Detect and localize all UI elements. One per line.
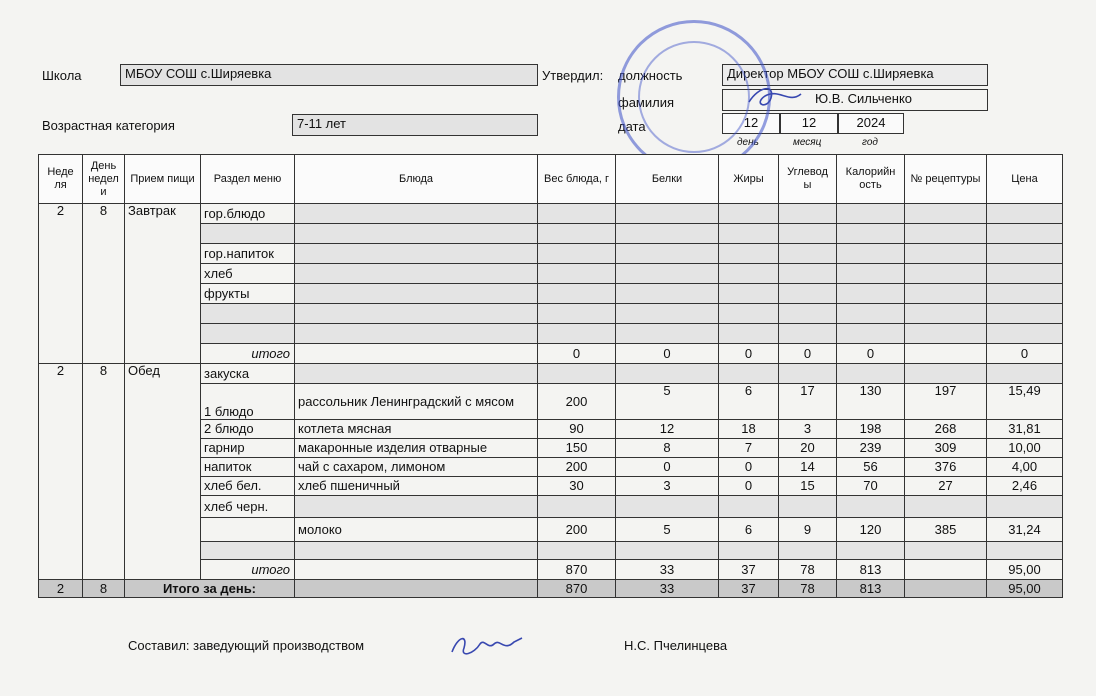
price-cell[interactable]: 4,00 — [987, 458, 1063, 477]
header-dishes: Блюда — [295, 155, 538, 204]
day-total-row — [39, 580, 1063, 598]
dish-cell[interactable]: хлеб пшеничный — [295, 477, 538, 496]
carbs-cell[interactable]: 17 — [779, 384, 837, 420]
day-total-carbs: 78 — [779, 580, 837, 598]
lunch-total-label: итого — [201, 560, 295, 580]
compiled-by-name: Н.С. Пчелинцева — [624, 638, 728, 653]
day-caption: день — [737, 137, 759, 148]
lunch-week: 2 — [39, 364, 83, 580]
weight-cell[interactable]: 200 — [538, 458, 616, 477]
total-fat: 37 — [719, 560, 779, 580]
compiler-signature — [448, 626, 528, 662]
date-day-field[interactable]: 12 — [722, 113, 780, 134]
fat-cell[interactable]: 18 — [719, 420, 779, 439]
fat-cell[interactable]: 6 — [719, 518, 779, 542]
price-cell[interactable]: 31,24 — [987, 518, 1063, 542]
total-recipe — [905, 344, 987, 364]
section-cell: гор.блюдо — [201, 204, 295, 224]
recipe-cell[interactable]: 197 — [905, 384, 987, 420]
recipe-cell[interactable]: 309 — [905, 439, 987, 458]
breakfast-day: 8 — [83, 204, 125, 364]
header-week: Неде ля — [39, 155, 83, 204]
surname-field[interactable]: Ю.В. Сильченко — [722, 89, 988, 111]
date-month-field[interactable]: 12 — [780, 113, 838, 134]
menu-table — [38, 154, 1063, 598]
day-total-label: Итого за день: — [125, 580, 295, 598]
weight-cell[interactable]: 30 — [538, 477, 616, 496]
kcal-cell[interactable]: 130 — [837, 384, 905, 420]
approved-label: Утвердил: — [542, 68, 604, 83]
dish-cell[interactable]: рассольник Ленинградский с мясом — [295, 384, 538, 420]
dish-cell[interactable] — [295, 496, 538, 518]
header-meal: Прием пищи — [125, 155, 201, 204]
total-weight: 870 — [538, 560, 616, 580]
protein-cell[interactable]: 12 — [616, 420, 719, 439]
dish-cell[interactable] — [295, 542, 538, 560]
dish-cell[interactable]: чай с сахаром, лимоном — [295, 458, 538, 477]
dish-cell[interactable]: молоко — [295, 518, 538, 542]
section-cell: хлеб бел. — [201, 477, 295, 496]
fat-cell[interactable]: 0 — [719, 458, 779, 477]
header-carbs: Углевод ы — [779, 155, 837, 204]
weight-cell[interactable]: 200 — [538, 518, 616, 542]
breakfast-week: 2 — [39, 204, 83, 364]
header-fat: Жиры — [719, 155, 779, 204]
total-carbs: 78 — [779, 560, 837, 580]
day-total-weight: 870 — [538, 580, 616, 598]
kcal-cell[interactable]: 198 — [837, 420, 905, 439]
recipe-cell[interactable]: 268 — [905, 420, 987, 439]
day-total-day: 8 — [83, 580, 125, 598]
day-total-kcal: 813 — [837, 580, 905, 598]
section-cell — [201, 324, 295, 344]
header-protein: Белки — [616, 155, 719, 204]
total-carbs: 0 — [779, 344, 837, 364]
surname-label: фамилия — [618, 95, 675, 110]
total-kcal: 0 — [837, 344, 905, 364]
section-cell — [201, 518, 295, 542]
total-protein: 0 — [616, 344, 719, 364]
table-row — [39, 364, 1063, 384]
section-cell — [201, 304, 295, 324]
breakfast-meal: Завтрак — [125, 204, 201, 364]
section-cell: напиток — [201, 458, 295, 477]
total-protein: 33 — [616, 560, 719, 580]
director-signature — [745, 82, 805, 112]
month-caption: месяц — [793, 137, 822, 148]
breakfast-total-label: итого — [201, 344, 295, 364]
fat-cell[interactable]: 7 — [719, 439, 779, 458]
carbs-cell[interactable]: 14 — [779, 458, 837, 477]
kcal-cell[interactable]: 120 — [837, 518, 905, 542]
protein-cell[interactable]: 3 — [616, 477, 719, 496]
kcal-cell[interactable]: 70 — [837, 477, 905, 496]
fat-cell[interactable]: 0 — [719, 477, 779, 496]
protein-cell[interactable]: 5 — [616, 384, 719, 420]
carbs-cell[interactable]: 15 — [779, 477, 837, 496]
section-cell: 1 блюдо — [201, 384, 295, 420]
header-price: Цена — [987, 155, 1063, 204]
age-field[interactable]: 7-11 лет — [292, 114, 538, 136]
date-label: дата — [618, 119, 646, 134]
header-weight: Вес блюда, г — [538, 155, 616, 204]
day-total-price: 95,00 — [987, 580, 1063, 598]
total-fat: 0 — [719, 344, 779, 364]
recipe-cell[interactable]: 27 — [905, 477, 987, 496]
dish-cell[interactable]: макаронные изделия отварные — [295, 439, 538, 458]
section-cell: фрукты — [201, 284, 295, 304]
header-recipe: № рецептуры — [905, 155, 987, 204]
carbs-cell[interactable]: 9 — [779, 518, 837, 542]
section-cell: хлеб — [201, 264, 295, 284]
section-cell: гор.напиток — [201, 244, 295, 264]
school-field[interactable]: МБОУ СОШ с.Ширяевка — [120, 64, 538, 86]
total-price: 95,00 — [987, 560, 1063, 580]
date-year-field[interactable]: 2024 — [838, 113, 904, 134]
section-cell: хлеб черн. — [201, 496, 295, 518]
dish-cell[interactable] — [295, 364, 538, 384]
protein-cell[interactable]: 8 — [616, 439, 719, 458]
dish-cell[interactable]: котлета мясная — [295, 420, 538, 439]
recipe-cell[interactable]: 376 — [905, 458, 987, 477]
weight-cell[interactable]: 150 — [538, 439, 616, 458]
age-label: Возрастная категория — [42, 118, 175, 133]
section-cell — [201, 542, 295, 560]
header-day: День недел и — [83, 155, 125, 204]
position-field[interactable]: Директор МБОУ СОШ с.Ширяевка — [722, 64, 988, 86]
school-label: Школа — [42, 68, 82, 83]
lunch-day: 8 — [83, 364, 125, 580]
total-weight: 0 — [538, 344, 616, 364]
total-kcal: 813 — [837, 560, 905, 580]
position-label: должность — [618, 68, 683, 83]
day-total-protein: 33 — [616, 580, 719, 598]
day-total-fat: 37 — [719, 580, 779, 598]
lunch-meal: Обед — [125, 364, 201, 580]
section-cell: 2 блюдо — [201, 420, 295, 439]
table-row — [39, 204, 1063, 224]
day-total-week: 2 — [39, 580, 83, 598]
header-section: Раздел меню — [201, 155, 295, 204]
price-cell[interactable]: 2,46 — [987, 477, 1063, 496]
weight-cell[interactable]: 90 — [538, 420, 616, 439]
price-cell[interactable]: 10,00 — [987, 439, 1063, 458]
protein-cell[interactable]: 0 — [616, 458, 719, 477]
section-cell: гарнир — [201, 439, 295, 458]
total-recipe — [905, 560, 987, 580]
section-cell — [201, 224, 295, 244]
kcal-cell[interactable]: 239 — [837, 439, 905, 458]
year-caption: год — [862, 137, 878, 148]
kcal-cell[interactable]: 56 — [837, 458, 905, 477]
section-cell: закуска — [201, 364, 295, 384]
carbs-cell[interactable]: 3 — [779, 420, 837, 439]
day-total-recipe — [905, 580, 987, 598]
weight-cell[interactable]: 200 — [538, 384, 616, 420]
total-price: 0 — [987, 344, 1063, 364]
table-header-row — [39, 155, 1063, 204]
header-kcal: Калорийн ость — [837, 155, 905, 204]
protein-cell[interactable]: 5 — [616, 518, 719, 542]
carbs-cell[interactable]: 20 — [779, 439, 837, 458]
recipe-cell[interactable]: 385 — [905, 518, 987, 542]
price-cell[interactable]: 15,49 — [987, 384, 1063, 420]
fat-cell[interactable]: 6 — [719, 384, 779, 420]
compiled-by-label: Составил: заведующий производством — [128, 638, 365, 653]
price-cell[interactable]: 31,81 — [987, 420, 1063, 439]
